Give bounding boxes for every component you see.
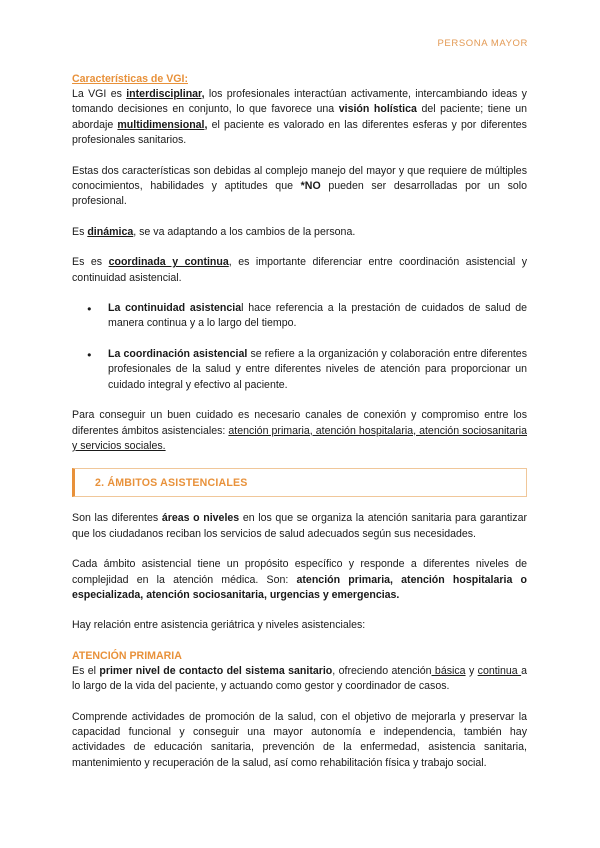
ambitos-list-underlined: atención primaria, atención hospitalaria, atención sociosanitaria y servicios sociales. [72, 424, 527, 452]
vgi-paragraph-5: Para conseguir un buen cuidado es necesario canales de conexión y compromiso entre los diferentes ámbitos asistenciales: atención primaria, atención hospitalaria, atención sociosanitaria y servicios sociales. [72, 409, 527, 452]
term-dinamica: dinámica [87, 225, 134, 238]
term-basica: básica [431, 664, 466, 677]
primaria-paragraph-1: Es el primer nivel de contacto del sistema sanitario, ofreciendo atención básica y continua a lo largo de la vida del paciente, y actuando como gestor y coordinador de casos. [72, 664, 527, 693]
bullet-list [72, 301, 527, 393]
term-vision-holistica: visión holística [338, 103, 417, 116]
ambitos-paragraph-2: Cada ámbito asistencial tiene un propósito específico y responde a diferentes niveles de complejidad en la atención médica. Son: atención primaria, atención hospitalaria o especializada, atención sociosanitaria, urgencias y emergencias. [72, 558, 527, 601]
list-item: ● La continuidad asistencial hace referencia a la prestación de cuidados de salud de manera continua y a lo largo del tiempo. [108, 301, 527, 332]
primaria-paragraph-2: Comprende actividades de promoción de la salud, con el objetivo de mejorarla y preservar la capacidad funcional y conseguir una mayor autonomía e independencia, también hay actividades de educación sanitaria, prevención de la enfermedad, asistencia sanitaria, mantenimiento y recuperación de la salud, así como rehabilitación física y trabajo social. [72, 710, 527, 769]
term-continua: continua [477, 664, 522, 677]
page-header: PERSONA MAYOR [437, 38, 528, 49]
term-primer-nivel: primer nivel de contacto del sistema sanitario [99, 664, 333, 677]
ambitos-paragraph-3: Hay relación entre asistencia geriátrica y niveles asistenciales: [72, 619, 366, 632]
list-spacer [108, 332, 527, 347]
vgi-paragraph-3: Es dinámica, se va adaptando a los cambios de la persona. [72, 225, 356, 238]
page-content [72, 72, 527, 771]
list-item: ● La coordinación asistencial se refiere a la organización y colaboración entre diferentes profesionales de la salud y entre diferentes niveles de atención para proporcionar un cuidado integral y efectivo al paciente. [108, 347, 527, 393]
vgi-heading: Características de VGI: [72, 73, 188, 85]
term-multidimensional: multidimensional, [117, 118, 208, 131]
section-title: 2. ÁMBITOS ASISTENCIALES [95, 476, 248, 489]
term-coordinada-continua: coordinada y continua [108, 256, 229, 269]
term-no: *NO [300, 180, 321, 193]
primaria-heading: ATENCIÓN PRIMARIA [72, 649, 182, 662]
vgi-paragraph-2: Estas dos características son debidas al complejo manejo del mayor y que requiere de múltiples conocimientos, habilidades y aptitudes que *NO pueden ser desarrolladas por un solo profesional. [72, 164, 527, 208]
term-interdisciplinar: interdisciplinar, [126, 88, 205, 100]
term-ambitos-enumeracion: atención primaria, atención hospitalaria o especializada, atención sociosanitaria, urgencias y emergencias. [72, 573, 527, 601]
ambitos-paragraph-1: Son las diferentes áreas o niveles en los que se organiza la atención sanitaria para garantizar que los ciudadanos reciban los servicios de salud adecuados según sus necesidades. [72, 512, 527, 540]
term-areas-niveles: áreas o niveles [161, 512, 240, 525]
vgi-paragraph-1: La VGI es interdisciplinar, los profesionales interactúan activamente, intercambiando ideas y tomando decisiones en conjunto, lo que favorece una visión holística del paciente; tiene un abordaje multidimensional, el paciente es valorado en las diferentes esferas y por diferentes profesionales sanitarios. [72, 88, 527, 147]
vgi-paragraph-4: Es es coordinada y continua, es importante diferenciar entre coordinación asistencial y continuidad asistencial. [72, 256, 527, 284]
section-heading-box [72, 468, 527, 497]
